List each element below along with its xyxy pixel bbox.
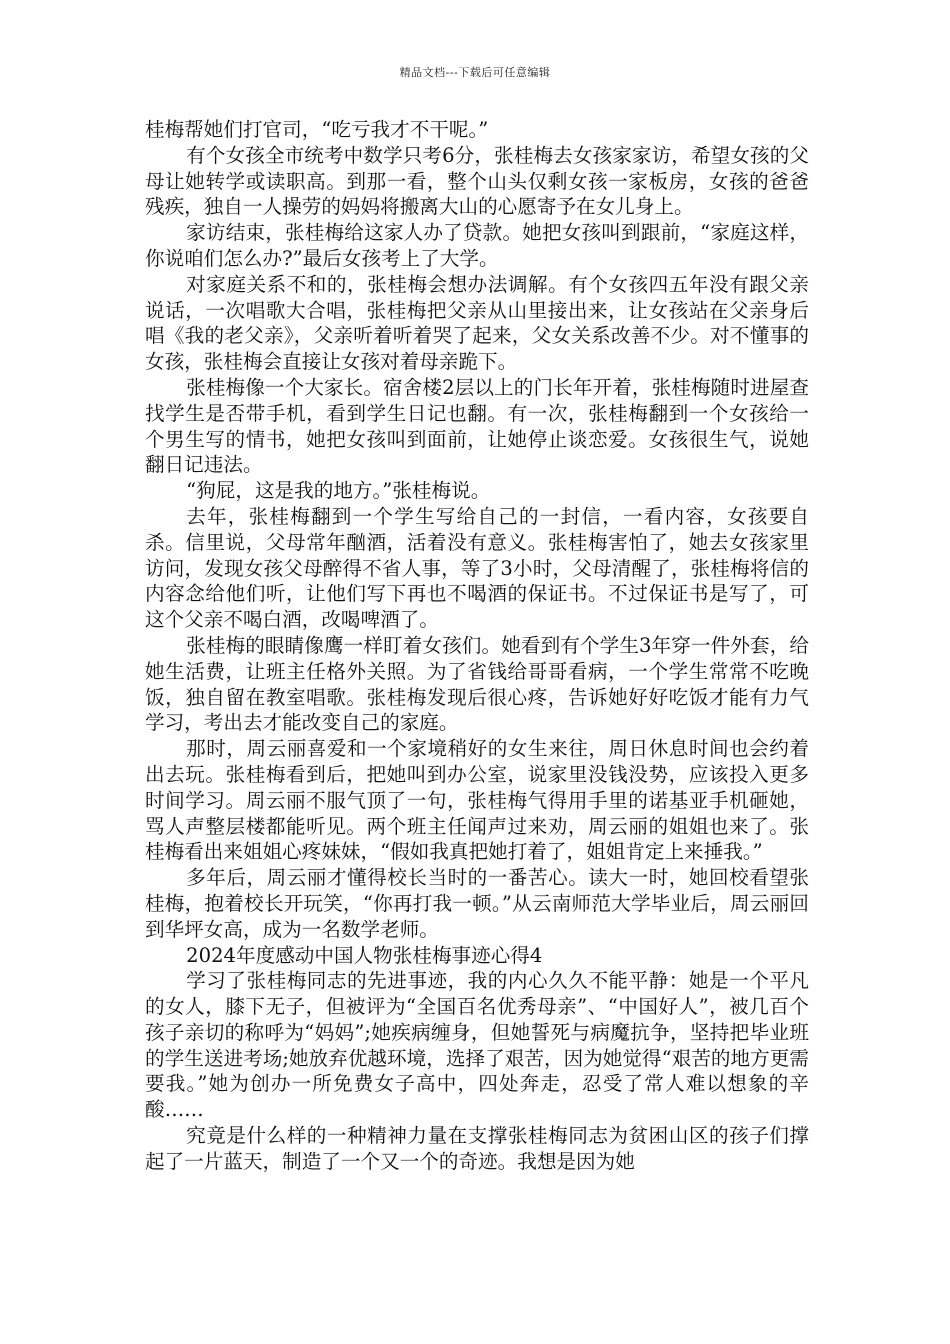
paragraph: 那时，周云丽喜爱和一个家境稍好的女生来往，周日休息时间也会约着出去玩。张桂梅看到后，把她叫到办公室，说家里没钱没势，应该投入更多时间学习。周云丽不服气顶了一句，张桂梅气得用手里的诺基亚手机砸她，骂人声整层楼都能听见。两个班主任闻声过来劝，周云丽的姐姐也来了。张桂梅看出来姐姐心疼妹妹，“假如我真把她打着了，姐姐肯定上来捶我。” — [145, 737, 809, 864]
paragraph: 有个女孩全市统考中数学只考6分，张桂梅去女孩家家访，希望女孩的父母让她转学或读职高。到那一看，整个山头仅剩女孩一家板房，女孩的爸爸残疾，独自一人操劳的妈妈将搬离大山的心愿寄予在女儿身上。 — [145, 143, 809, 219]
paragraph: 家访结束，张桂梅给这家人办了贷款。她把女孩叫到跟前，“家庭这样，你说咱们怎么办?”最后女孩考上了大学。 — [145, 221, 809, 270]
paragraph: 桂梅帮她们打官司，“吃亏我才不干呢。” — [145, 118, 489, 141]
paragraph: 对家庭关系不和的，张桂梅会想办法调解。有个女孩四五年没有跟父亲说话，一次唱歌大合唱，张桂梅把父亲从山里接出来，让女孩站在父亲身后唱《我的老父亲》，父亲听着听着哭了起来，父女关系改善不少。对不懂事的女孩，张桂梅会直接让女孩对着母亲跪下。 — [145, 272, 809, 374]
page-header: 精品文档---下载后可任意编辑 — [399, 66, 551, 79]
paragraph: 究竟是什么样的一种精神力量在支撑张桂梅同志为贫困山区的孩子们撑起了一片蓝天，制造了一个又一个的奇迹。我想是因为她 — [145, 1124, 809, 1173]
document-body — [145, 117, 809, 1175]
paragraph: 去年，张桂梅翻到一个学生写给自己的一封信，一看内容，女孩要自杀。信里说，父母常年酗酒，活着没有意义。张桂梅害怕了，她去女孩家里访问，发现女孩父母醉得不省人事，等了3小时，父母清醒了，张桂梅将信的内容念给他们听，让他们写下再也不喝酒的保证书。不过保证书是写了，可这个父亲不喝白酒，改喝啤酒了。 — [145, 504, 809, 632]
paragraph: 张桂梅的眼睛像鹰一样盯着女孩们。她看到有个学生3年穿一件外套，给她生活费，让班主任格外关照。为了省钱给哥哥看病，一个学生常常不吃晚饭，独自留在教室唱歌。张桂梅发现后很心疼，告诉她好好吃饭才能有力气学习，考出去才能改变自己的家庭。 — [145, 633, 809, 735]
paragraph: 学习了张桂梅同志的先进事迹，我的内心久久不能平静：她是一个平凡的女人，膝下无子，但被评为“全国百名优秀母亲”、“中国好人”，被几百个孩子亲切的称呼为“妈妈”;她疾病缠身，但她誓死与病魔抗争，坚持把毕业班的学生送进考场;她放弃优越环境，选择了艰苦，因为她觉得“艰苦的地方更需要我。”她为创办一所免费女子高中，四处奔走，忍受了常人难以想象的辛酸…… — [145, 969, 809, 1122]
section-heading: 2024年度感动中国人物张桂梅事迹心得4 — [186, 943, 543, 967]
paragraph: “狗屁，这是我的地方。”张桂梅说。 — [186, 479, 491, 503]
paragraph: 张桂梅像一个大家长。宿舍楼2层以上的门长年开着，张桂梅随时进屋查找学生是否带手机，看到学生日记也翻。有一次，张桂梅翻到一个女孩给一个男生写的情书，她把女孩叫到面前，让她停止谈恋爱。女孩很生气，说她翻日记违法。 — [145, 375, 809, 477]
paragraph: 多年后，周云丽才懂得校长当时的一番苦心。读大一时，她回校看望张桂梅，抱着校长开玩笑，“你再打我一顿。”从云南师范大学毕业后，周云丽回到华坪女高，成为一名数学老师。 — [145, 866, 809, 941]
